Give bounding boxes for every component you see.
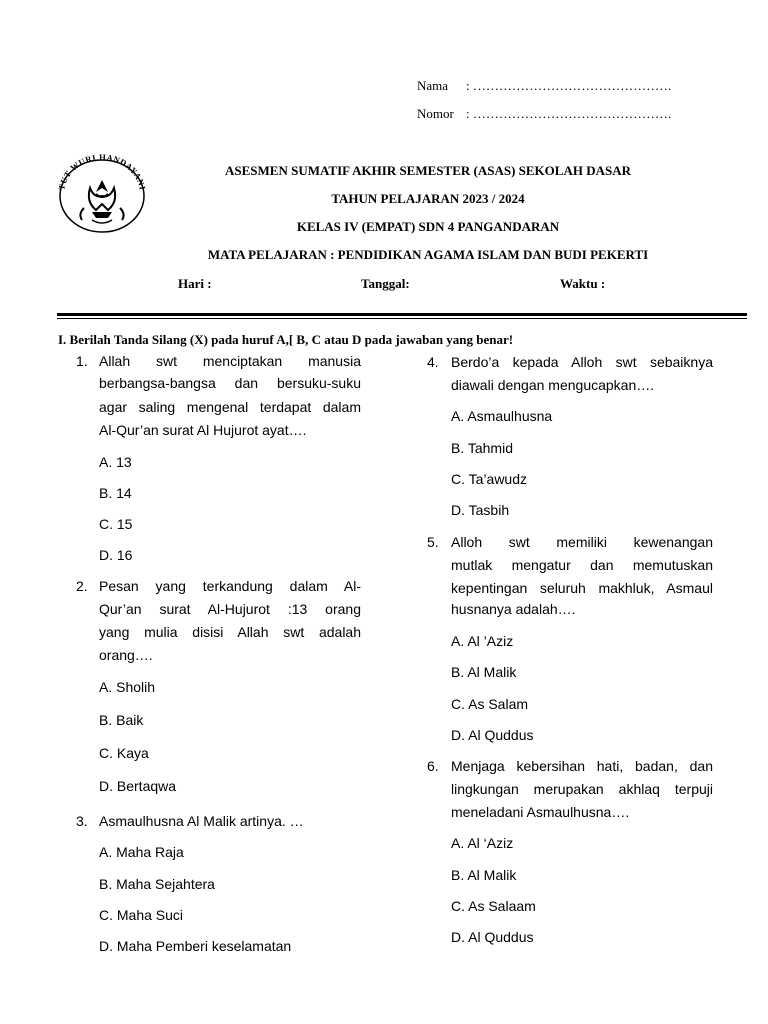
question-text-line: Qur’an surat Al-Hujurot :13 orang bbox=[99, 601, 361, 617]
answer-option[interactable]: B. Al Malik bbox=[451, 664, 517, 680]
question-text-line: lingkungan merupakan akhlaq terpuji bbox=[451, 781, 713, 797]
answer-option[interactable]: A. Al ’Aziz bbox=[451, 633, 514, 649]
question-text-line: yang mulia disisi Allah swt adalah bbox=[99, 624, 361, 640]
answer-option[interactable]: A. Al ‘Aziz bbox=[451, 835, 514, 851]
question-number: 5. bbox=[427, 534, 439, 550]
answer-option[interactable]: B. Tahmid bbox=[451, 440, 513, 456]
question-text-line: Alloh swt memiliki kewenangan bbox=[451, 534, 713, 550]
question-text-line: Pesan yang terkandung dalam Al- bbox=[99, 578, 361, 594]
question-text-line: meneladani Asmaulhusna…. bbox=[451, 804, 630, 820]
class-school: KELAS IV (EMPAT) SDN 4 PANGANDARAN bbox=[296, 219, 560, 234]
question-text-line: Al-Qur’an surat Al Hujurot ayat…. bbox=[99, 422, 307, 438]
school-year: TAHUN PELAJARAN 2023 / 2024 bbox=[331, 191, 525, 206]
number-field[interactable]: : ………………………………………. bbox=[466, 106, 672, 121]
question-text-line: Menjaga kebersihan hati, badan, dan bbox=[451, 758, 713, 774]
answer-option[interactable]: B. Al Malik bbox=[451, 867, 517, 883]
answer-option[interactable]: C. Kaya bbox=[99, 745, 149, 761]
question-number: 1. bbox=[76, 353, 88, 369]
answer-option[interactable]: B. 14 bbox=[99, 485, 132, 501]
question-text-line: husnanya adalah…. bbox=[451, 601, 576, 617]
answer-option[interactable]: D. 16 bbox=[99, 547, 133, 563]
number-label: Nomor bbox=[417, 106, 454, 121]
question-text-line: orang…. bbox=[99, 647, 153, 663]
answer-option[interactable]: C. Ta’awudz bbox=[451, 471, 528, 487]
question-text-line: Allah swt menciptakan manusia bbox=[99, 353, 361, 369]
instruction: I. Berilah Tanda Silang (X) pada huruf A,[ B, C atau D pada jawaban yang benar! bbox=[58, 332, 514, 347]
name-field[interactable]: : ………………………………………. bbox=[466, 78, 672, 93]
time-label: Waktu : bbox=[560, 276, 606, 291]
question-text-line: berbangsa-bangsa dan bersuku-suku bbox=[99, 375, 361, 391]
question-text-line: diawali dengan mengucapkan…. bbox=[451, 377, 655, 393]
question-number: 4. bbox=[427, 354, 439, 370]
answer-option[interactable]: A. Maha Raja bbox=[99, 844, 184, 860]
question-number: 3. bbox=[76, 813, 88, 829]
logo-text: TUT WURI HANDAYANI bbox=[56, 151, 148, 191]
question-text-line: Berdo’a kepada Alloh swt sebaiknya bbox=[451, 354, 713, 370]
answer-option[interactable]: D. Al Quddus bbox=[451, 929, 534, 945]
answer-option[interactable]: C. 15 bbox=[99, 516, 133, 532]
answer-option[interactable]: B. Baik bbox=[99, 712, 144, 728]
question-text-line: Asmaulhusna Al Malik artinya. … bbox=[99, 813, 304, 829]
day-label: Hari : bbox=[178, 276, 212, 291]
answer-option[interactable]: B. Maha Sejahtera bbox=[99, 876, 215, 892]
answer-option[interactable]: A. 13 bbox=[99, 454, 132, 470]
subject: MATA PELAJARAN : PENDIDIKAN AGAMA ISLAM DAN BUDI PEKERTI bbox=[207, 247, 649, 262]
answer-option[interactable]: D. Bertaqwa bbox=[99, 778, 177, 794]
question-text-line: mutlak mengatur dan memutuskan bbox=[451, 557, 713, 573]
answer-option[interactable]: D. Maha Pemberi keselamatan bbox=[99, 938, 292, 954]
answer-option[interactable]: A. Sholih bbox=[99, 679, 156, 695]
answer-option[interactable]: C. As Salam bbox=[451, 696, 529, 712]
answer-option[interactable]: C. As Salaam bbox=[451, 898, 536, 914]
answer-option[interactable]: A. Asmaulhusna bbox=[451, 408, 553, 424]
question-text-line: kepentingan seluruh makhluk, Asmaul bbox=[451, 580, 713, 596]
question-number: 6. bbox=[427, 758, 439, 774]
question-text-line: agar saling mengenal terdapat dalam bbox=[99, 399, 361, 415]
answer-option[interactable]: D. Al Quddus bbox=[451, 727, 534, 743]
exam-title: ASESMEN SUMATIF AKHIR SEMESTER (ASAS) SEKOLAH DASAR bbox=[225, 163, 631, 178]
answer-option[interactable]: D. Tasbih bbox=[451, 502, 510, 518]
question-number: 2. bbox=[76, 578, 88, 594]
name-label: Nama bbox=[417, 78, 449, 93]
answer-option[interactable]: C. Maha Suci bbox=[99, 907, 184, 923]
date-label: Tanggal: bbox=[361, 276, 410, 291]
